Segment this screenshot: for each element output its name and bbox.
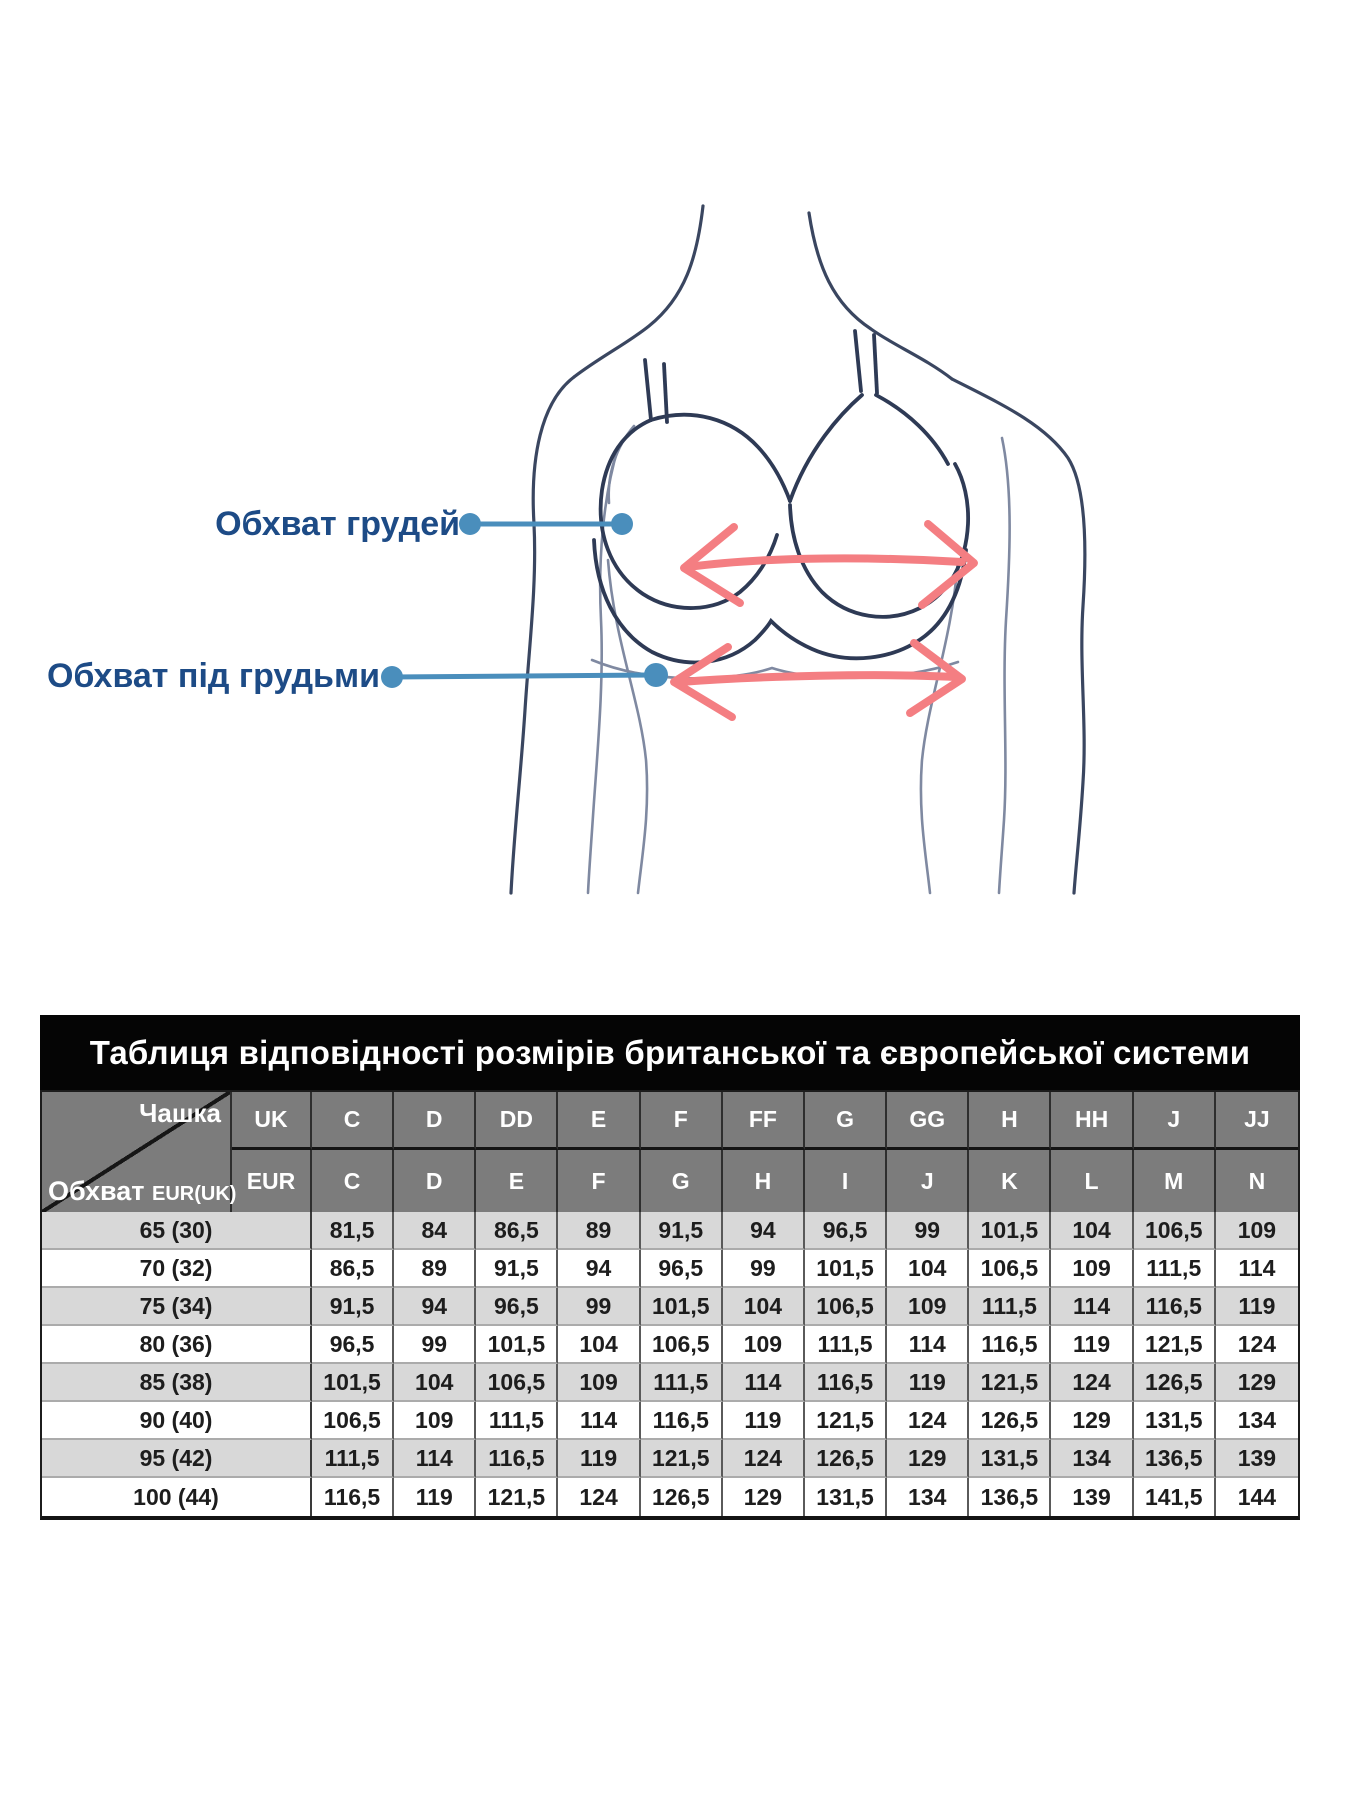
bust-value-cell: 116,5 [312, 1478, 394, 1516]
bust-value-cell: 106,5 [641, 1326, 723, 1364]
bust-value-cell: 129 [887, 1440, 969, 1478]
bust-value-cell: 131,5 [805, 1478, 887, 1516]
eur-cup-m: M [1134, 1150, 1216, 1212]
bust-value-cell: 111,5 [476, 1402, 558, 1440]
bust-value-cell: 94 [394, 1288, 476, 1326]
bust-label: Обхват грудей [215, 505, 460, 543]
bust-value-cell: 116,5 [969, 1326, 1051, 1364]
bust-value-cell: 109 [558, 1364, 640, 1402]
bust-value-cell: 89 [394, 1250, 476, 1288]
uk-cup-ff: FF [723, 1092, 805, 1150]
bust-value-cell: 126,5 [969, 1402, 1051, 1440]
bust-value-cell: 84 [394, 1212, 476, 1250]
bust-value-cell: 99 [723, 1250, 805, 1288]
bust-value-cell: 121,5 [1134, 1326, 1216, 1364]
eur-cup-i: I [805, 1150, 887, 1212]
bust-value-cell: 139 [1216, 1440, 1298, 1478]
bust-value-cell: 121,5 [641, 1440, 723, 1478]
bust-value-cell: 106,5 [1134, 1212, 1216, 1250]
corner-girth-label: Обхват EUR(UK) [48, 1176, 237, 1206]
bust-value-cell: 144 [1216, 1478, 1298, 1516]
band-size-cell: 70 (32) [42, 1250, 312, 1288]
bust-value-cell: 94 [723, 1212, 805, 1250]
bust-value-cell: 121,5 [805, 1402, 887, 1440]
bust-value-cell: 134 [887, 1478, 969, 1516]
bust-value-cell: 106,5 [805, 1288, 887, 1326]
bust-value-cell: 91,5 [641, 1212, 723, 1250]
uk-cup-e: E [558, 1092, 640, 1150]
corner-cell [42, 1092, 237, 1212]
bust-value-cell: 101,5 [312, 1364, 394, 1402]
bust-value-cell: 104 [394, 1364, 476, 1402]
bust-value-cell: 109 [723, 1326, 805, 1364]
bust-value-cell: 119 [1051, 1326, 1133, 1364]
band-size-cell: 80 (36) [42, 1326, 312, 1364]
bust-value-cell: 126,5 [805, 1440, 887, 1478]
bust-value-cell: 124 [1051, 1364, 1133, 1402]
bust-value-cell: 129 [1216, 1364, 1298, 1402]
bust-value-cell: 111,5 [641, 1364, 723, 1402]
bust-value-cell: 99 [887, 1212, 969, 1250]
bust-value-cell: 129 [723, 1478, 805, 1516]
bust-value-cell: 119 [558, 1440, 640, 1478]
underbust-arrow [674, 643, 962, 717]
bust-value-cell: 114 [887, 1326, 969, 1364]
bust-value-cell: 129 [1051, 1402, 1133, 1440]
eur-cup-e: E [476, 1150, 558, 1212]
band-size-cell: 65 (30) [42, 1212, 312, 1250]
bust-value-cell: 124 [558, 1478, 640, 1516]
table-title: Таблиця відповідності розмірів британської та європейської системи [40, 1015, 1300, 1090]
uk-cup-jj: JJ [1216, 1092, 1298, 1150]
bust-value-cell: 86,5 [312, 1250, 394, 1288]
bust-value-cell: 96,5 [476, 1288, 558, 1326]
bust-value-cell: 114 [1051, 1288, 1133, 1326]
eur-cup-l: L [1051, 1150, 1133, 1212]
bust-value-cell: 104 [723, 1288, 805, 1326]
bust-value-cell: 109 [887, 1288, 969, 1326]
bust-value-cell: 119 [887, 1364, 969, 1402]
bust-value-cell: 116,5 [1134, 1288, 1216, 1326]
bust-value-cell: 116,5 [641, 1402, 723, 1440]
band-size-cell: 75 (34) [42, 1288, 312, 1326]
bust-connector [459, 513, 633, 535]
underbust-connector [381, 663, 668, 688]
underbust-label: Обхват під грудьми [46, 657, 380, 695]
bust-value-cell: 89 [558, 1212, 640, 1250]
bust-value-cell: 139 [1051, 1478, 1133, 1516]
bust-value-cell: 96,5 [312, 1326, 394, 1364]
bust-value-cell: 114 [723, 1364, 805, 1402]
eur-cup-n: N [1248, 1167, 1266, 1194]
bust-value-cell: 99 [558, 1288, 640, 1326]
bust-value-cell: 121,5 [476, 1478, 558, 1516]
bust-value-cell: 99 [394, 1326, 476, 1364]
eur-cup-f: F [558, 1150, 640, 1212]
eur-cup-d: D [394, 1150, 476, 1212]
bust-value-cell: 104 [1051, 1212, 1133, 1250]
eur-cup-g: G [641, 1150, 723, 1212]
bust-value-cell: 121,5 [969, 1364, 1051, 1402]
eur-system-label: EUR [232, 1150, 312, 1212]
eur-cup-j: J [887, 1150, 969, 1212]
eur-cup-h: H [723, 1150, 805, 1212]
bra-outline [594, 331, 968, 662]
bust-value-cell: 91,5 [312, 1288, 394, 1326]
bust-value-cell: 114 [1216, 1250, 1298, 1288]
bust-value-cell: 136,5 [969, 1478, 1051, 1516]
bust-value-cell: 81,5 [312, 1212, 394, 1250]
uk-cup-c: C [312, 1092, 394, 1150]
bust-value-cell: 106,5 [476, 1364, 558, 1402]
table-header [40, 1090, 1300, 1212]
bust-value-cell: 134 [1216, 1402, 1298, 1440]
band-size-cell: 95 (42) [42, 1440, 312, 1478]
eur-cup-k: K [969, 1150, 1051, 1212]
bust-value-cell: 116,5 [476, 1440, 558, 1478]
table-body [40, 1212, 1300, 1520]
bust-value-cell: 131,5 [1134, 1402, 1216, 1440]
uk-cup-hh: HH [1051, 1092, 1133, 1150]
bust-value-cell: 101,5 [805, 1250, 887, 1288]
uk-cup-d: D [394, 1092, 476, 1150]
uk-system-label: UK [232, 1092, 312, 1150]
uk-cup-g: G [805, 1092, 887, 1150]
uk-cup-gg: GG [887, 1092, 969, 1150]
bust-value-cell: 131,5 [969, 1440, 1051, 1478]
bust-value-cell: 124 [887, 1402, 969, 1440]
bust-value-cell: 111,5 [969, 1288, 1051, 1326]
bust-value-cell: 126,5 [641, 1478, 723, 1516]
bust-value-cell: 119 [1216, 1288, 1298, 1326]
bust-value-cell: 111,5 [1134, 1250, 1216, 1288]
bust-value-cell: 101,5 [476, 1326, 558, 1364]
bust-value-cell: 134 [1051, 1440, 1133, 1478]
bust-value-cell: 136,5 [1134, 1440, 1216, 1478]
bust-arrow [684, 524, 974, 605]
bust-value-cell: 106,5 [969, 1250, 1051, 1288]
bust-value-cell: 116,5 [805, 1364, 887, 1402]
bust-value-cell: 111,5 [805, 1326, 887, 1364]
bust-value-cell: 124 [1216, 1326, 1298, 1364]
bust-value-cell: 104 [887, 1250, 969, 1288]
bust-value-cell: 109 [1216, 1212, 1298, 1250]
bust-value-cell: 101,5 [969, 1212, 1051, 1250]
uk-cup-f: F [641, 1092, 723, 1150]
band-size-cell: 85 (38) [42, 1364, 312, 1402]
size-table [40, 1015, 1300, 1520]
corner-cup-label: Чашка [139, 1098, 221, 1128]
bust-value-cell: 94 [558, 1250, 640, 1288]
bust-value-cell: 96,5 [805, 1212, 887, 1250]
uk-cup-h: H [969, 1092, 1051, 1150]
bust-value-cell: 141,5 [1134, 1478, 1216, 1516]
bust-value-cell: 124 [723, 1440, 805, 1478]
band-size-cell: 90 (40) [42, 1402, 312, 1440]
uk-cup-dd: DD [476, 1092, 558, 1150]
bust-value-cell: 106,5 [312, 1402, 394, 1440]
bust-value-cell: 86,5 [476, 1212, 558, 1250]
bust-value-cell: 109 [394, 1402, 476, 1440]
inner-arm-lines [588, 426, 1010, 893]
bust-value-cell: 114 [394, 1440, 476, 1478]
bust-value-cell: 119 [394, 1478, 476, 1516]
uk-cup-j: J [1134, 1092, 1216, 1150]
bust-value-cell: 111,5 [312, 1440, 394, 1478]
bust-value-cell: 109 [1051, 1250, 1133, 1288]
bust-value-cell: 96,5 [641, 1250, 723, 1288]
eur-cup-c: C [312, 1150, 394, 1212]
band-size-cell: 100 (44) [42, 1478, 312, 1516]
bust-value-cell: 101,5 [641, 1288, 723, 1326]
bust-value-cell: 114 [558, 1402, 640, 1440]
bust-value-cell: 91,5 [476, 1250, 558, 1288]
bust-value-cell: 119 [723, 1402, 805, 1440]
bust-value-cell: 104 [558, 1326, 640, 1364]
bust-value-cell: 126,5 [1134, 1364, 1216, 1402]
